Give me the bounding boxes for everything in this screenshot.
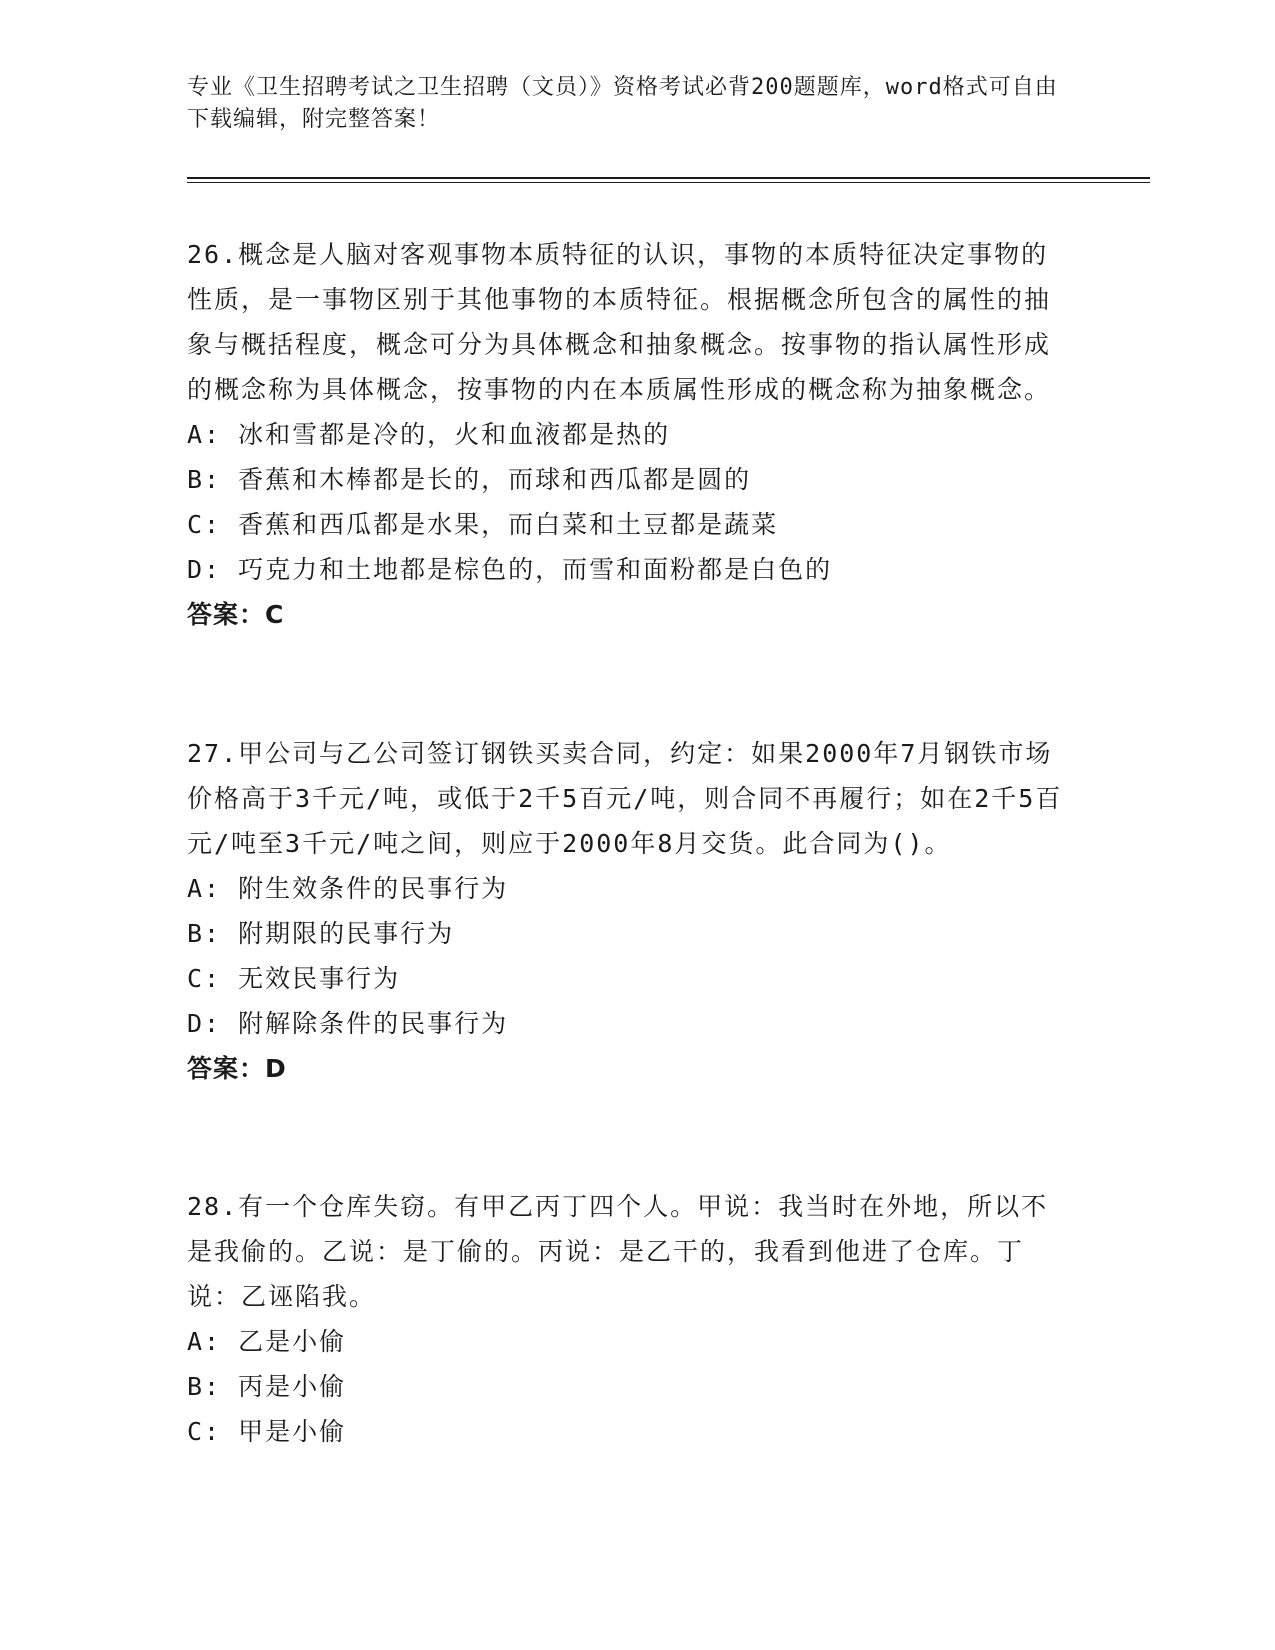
option-b: B: 丙是小偷 — [187, 1372, 347, 1401]
option-b: B: 香蕉和木棒都是长的，而球和西瓜都是圆的 — [187, 465, 752, 494]
question-27 — [187, 731, 1067, 1091]
answer-label: 答案：D — [187, 1054, 287, 1083]
option-d: D: 巧克力和土地都是棕色的，而雪和面粉都是白色的 — [187, 555, 833, 584]
option-a: A: 乙是小偷 — [187, 1327, 347, 1356]
header-divider — [187, 177, 1150, 179]
option-c: C: 甲是小偷 — [187, 1417, 347, 1446]
answer-label: 答案：C — [187, 600, 285, 629]
question-stem: 28.有一个仓库失窃。有甲乙丙丁四个人。甲说：我当时在外地，所以不是我偷的。乙说：是丁偷的。丙说：是乙干的，我看到他进了仓库。丁说：乙诬陷我。 — [187, 1192, 1049, 1311]
option-c: C: 无效民事行为 — [187, 964, 401, 993]
option-c: C: 香蕉和西瓜都是水果，而白菜和土豆都是蔬菜 — [187, 510, 779, 539]
question-28 — [187, 1184, 1067, 1454]
option-d: D: 附解除条件的民事行为 — [187, 1009, 509, 1038]
document-header: 专业《卫生招聘考试之卫生招聘（文员）》资格考试必背200题题库，word格式可自由下载编辑，附完整答案！ — [187, 75, 1058, 132]
question-stem: 27.甲公司与乙公司签订钢铁买卖合同，约定：如果2000年7月钢铁市场价格高于3千元/吨，或低于2千5百元/吨，则合同不再履行；如在2千5百元/吨至3千元/吨之间，则应于2000年8月交货。此合同为()。 — [187, 739, 1063, 858]
question-stem: 26.概念是人脑对客观事物本质特征的认识，事物的本质特征决定事物的性质，是一事物区别于其他事物的本质特征。根据概念所包含的属性的抽象与概括程度，概念可分为具体概念和抽象概念。按事物的指认属性形成的概念称为具体概念，按事物的内在本质属性形成的概念称为抽象概念。 — [187, 240, 1052, 404]
option-a: A: 附生效条件的民事行为 — [187, 874, 509, 903]
option-b: B: 附期限的民事行为 — [187, 919, 455, 948]
option-a: A: 冰和雪都是冷的，火和血液都是热的 — [187, 420, 671, 449]
header-divider-thin — [187, 182, 1150, 183]
question-26 — [187, 232, 1067, 637]
